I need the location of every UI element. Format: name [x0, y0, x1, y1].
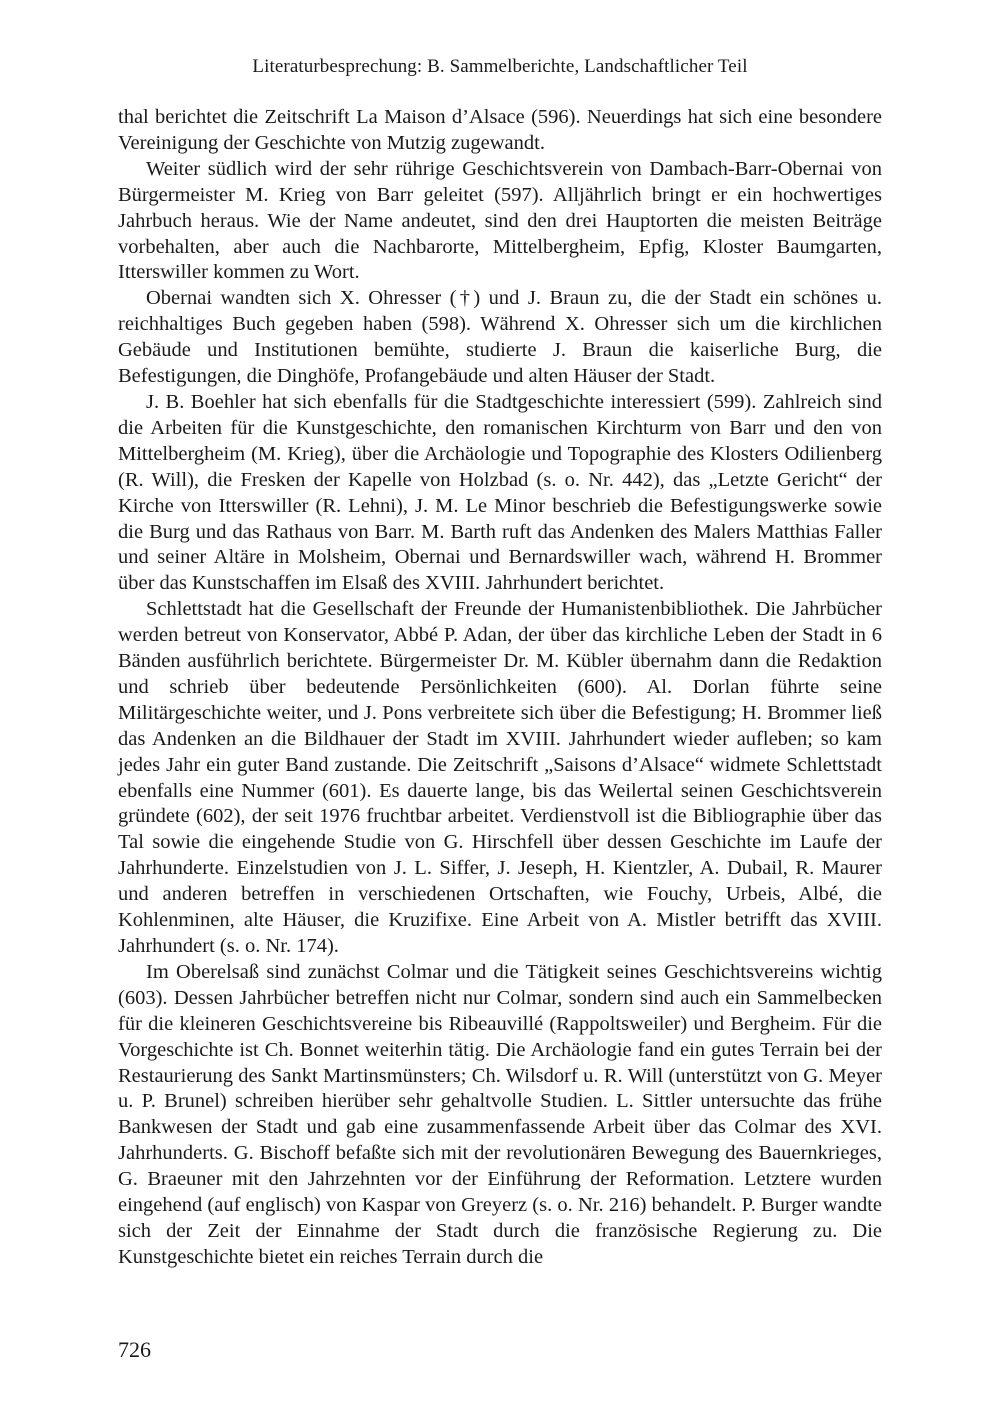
paragraph: Obernai wandten sich X. Ohresser (†) und J. Braun zu, die der Stadt ein schönes u. reichhaltiges Buch gegeben haben (598). Während X. Ohresser sich um die kirchlichen Gebäude und Institutionen bemühte, studierte J. Braun die kaiserliche Burg, die Befestigungen, die Dinghöfe, Profangebäude und alten Häuser der Stadt.	[118, 287, 882, 388]
paragraph: Im Oberelsaß sind zunächst Colmar und die Tätigkeit seines Geschichtsvereins wichtig (603). Dessen Jahrbücher betreffen nicht nur Colmar, sondern sind auch ein Sammelbecken für die kleineren Geschichtsvereine bis Ribeauvillé (Rappoltsweiler) und Bergheim. Für die Vorgeschichte ist Ch. Bonnet weiterhin tätig. Die Archäologie fand ein gutes Terrain bei der Restaurierung des Sankt Martinsmünsters; Ch. Wilsdorf u. R. Will (unterstützt von G. Meyer u. P. Brunel) schreiben hierüber sehr gehaltvolle Studien. L. Sittler untersuchte das frühe Bankwesen der Stadt und gab eine zusammenfassende Arbeit über das Colmar des XVI. Jahrhunderts. G. Bischoff befaßte sich mit der revolutionären Bewegung des Bauernkrieges, G. Braeuner mit den Jahrzehnten vor der Einführung der Reformation. Letztere wurden eingehend (auf englisch) von Kaspar von Greyerz (s. o. Nr. 216) behandelt. P. Burger wandte sich der Zeit der Einnahme der Stadt durch die französische Regierung zu. Die Kunstgeschichte bietet ein reiches Terrain durch die	[118, 960, 882, 1268]
running-header: Literaturbesprechung: B. Sammelberichte, Landschaftlicher Teil	[252, 56, 748, 77]
paragraph: Weiter südlich wird der sehr rührige Geschichtsverein von Dambach-Barr-Obernai von Bürgermeister M. Krieg von Barr geleitet (597). Alljährlich bringt er ein hochwertiges Jahrbuch heraus. Wie der Name andeutet, sind den drei Hauptorten die meisten Beiträge vorbehalten, aber auch die Nachbarorte, Mittelbergheim, Epfig, Kloster Baumgarten, Itterswiller kommen zu Wort.	[118, 157, 882, 284]
body-text	[118, 105, 882, 1271]
paragraph: J. B. Boehler hat sich ebenfalls für die Stadtgeschichte interessiert (599). Zahlreich sind die Arbeiten für die Kunstgeschichte, den romanischen Kirchturm von Barr und den von Mittelbergheim (M. Krieg), über die Archäologie und Topographie des Klosters Odilienberg (R. Will), die Fresken der Kapelle von Holzbad (s. o. Nr. 442), das „Letzte Gericht“ der Kirche von Itterswiller (R. Lehni), J. M. Le Minor beschrieb die Befestigungswerke sowie die Burg und das Rathaus von Barr. M. Barth ruft das Andenken des Malers Matthias Faller und seiner Altäre in Molsheim, Obernai und Bernardswiller wach, während H. Brommer über das Kunstschaffen im Elsaß des XVIII. Jahrhundert berichtet.	[118, 390, 882, 595]
page-number: 726	[118, 1337, 151, 1362]
paragraph: Schlettstadt hat die Gesellschaft der Freunde der Humanistenbibliothek. Die Jahrbücher werden betreut von Konservator, Abbé P. Adan, der über das kirchliche Leben der Stadt in 6 Bänden ausführlich berichtete. Bürgermeister Dr. M. Kübler übernahm dann die Redaktion und schrieb über bedeutende Persönlichkeiten (600). Al. Dorlan führte seine Militärgeschichte weiter, und J. Pons verbreitete sich über die Befestigung; H. Brommer ließ das Andenken an die Bildhauer der Stadt im XVIII. Jahrhundert wieder aufleben; so kam jedes Jahr ein guter Band zustande. Die Zeitschrift „Saisons d’Alsace“ widmete Schlettstadt ebenfalls eine Nummer (601). Es dauerte lange, bis das Weilertal seinen Geschichtsverein gründete (602), der seit 1976 fruchtbar arbeitet. Verdienstvoll ist die Bibliographie über das Tal sowie die eingehende Studie von G. Hirschfell über dessen Geschichte im Laufe der Jahrhunderte. Einzelstudien von J. L. Siffer, J. Jeseph, H. Kientzler, A. Dubail, R. Maurer und anderen betreffen in verschiedenen Ortschaften, wie Fouchy, Urbeis, Albé, die Kohlenminen, alte Häuser, die Kruzifixe. Eine Arbeit von A. Mistler betrifft das XVIII. Jahrhundert (s. o. Nr. 174).	[118, 598, 882, 957]
paragraph: thal berichtet die Zeitschrift La Maison d’Alsace (596). Neuerdings hat sich eine besondere Vereinigung der Geschichte von Mutzig zugewandt.	[118, 106, 882, 154]
